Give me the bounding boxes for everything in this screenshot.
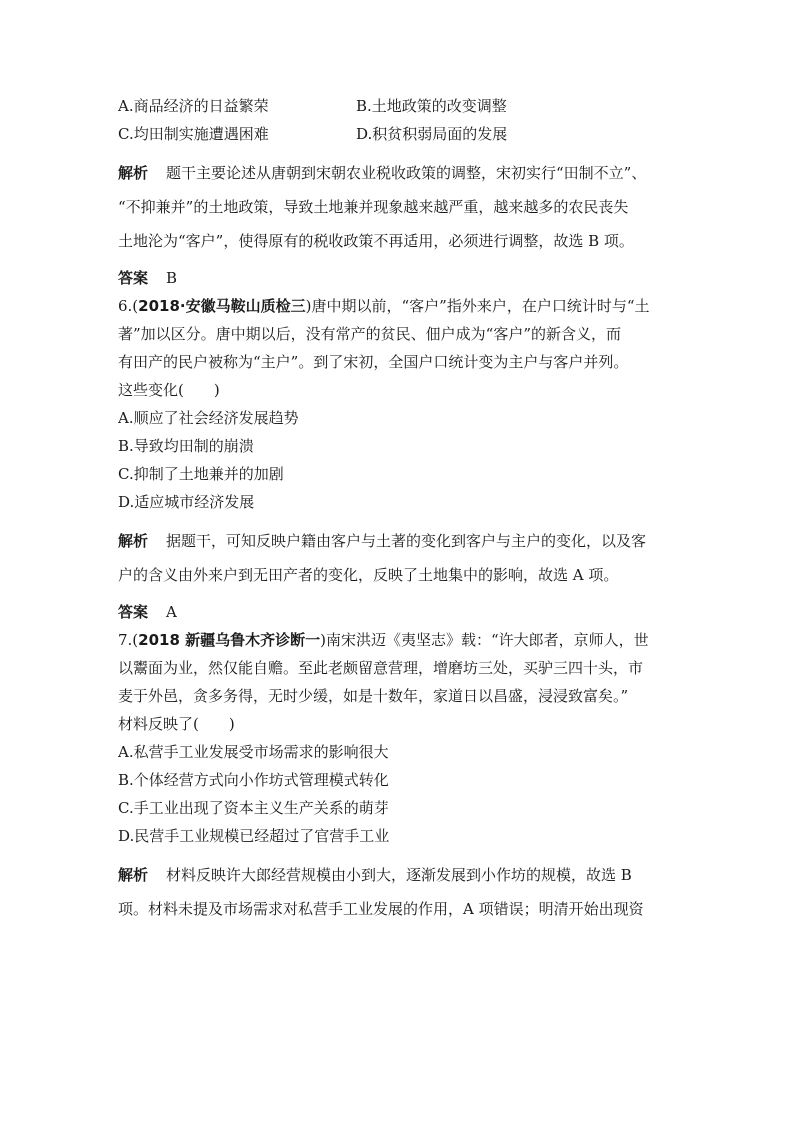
q6-source: 2018·安徽马鞍山质检三 [138, 297, 306, 315]
q6-stem-line-3: 有田产的民户被称为“主户”。到了宋初，全国户口统计变为主户与客户并列。 [118, 353, 629, 371]
q7-stem-line-4: 材料反映了( ) [118, 715, 235, 733]
q6-stem-line-4: 这些变化( ) [118, 381, 220, 399]
q5-analysis-line-2: “不抑兼并”的土地政策，导致土地兼并现象越来越严重，越来越多的农民丧失 [118, 198, 629, 216]
q5-option-a: A.商品经济的日益繁荣 [118, 97, 269, 115]
q7-analysis-text-1: 材料反映许大郎经营规模由小到大，逐渐发展到小作坊的规模，故选 B [166, 866, 632, 884]
q6-stem-first: )唐中期以前，“客户”指外来户，在户口统计时与“土 [305, 297, 650, 315]
q5-option-b: B.土地政策的改变调整 [356, 97, 507, 115]
q6-option-b: B.导致均田制的崩溃 [118, 437, 254, 455]
q7-source: 2018 新疆乌鲁木齐诊断一 [138, 631, 321, 649]
q6-option-d: D.适应城市经济发展 [118, 493, 255, 511]
q7-stem-line-2: 以鬻面为业，然仅能自赡。至此老颇留意营理，增磨坊三处，买驴三四十头，市 [118, 659, 644, 677]
q7-option-c: C.手工业出现了资本主义生产关系的萌芽 [118, 799, 389, 817]
q6-analysis-line-1 [118, 524, 680, 558]
q6-answer-value: A [166, 603, 177, 621]
q5-answer-value: B [166, 269, 178, 287]
q7-option-b: B.个体经营方式向小作坊式管理模式转化 [118, 771, 389, 789]
q6-answer [118, 598, 680, 626]
q7-analysis-line-1 [118, 858, 680, 892]
q7-stem-line-3: 麦于外邑，贪多务得，无时少缓，如是十数年，家道日以昌盛，浸浸致富矣。” [118, 687, 629, 705]
q7-number: 7.( [118, 631, 139, 649]
q5-analysis-line-1 [118, 156, 680, 190]
q7-analysis-tag: 解析 [118, 866, 149, 884]
q5-analysis-tag: 解析 [118, 164, 149, 182]
q7-option-d: D.民营手工业规模已经超过了官营手工业 [118, 827, 390, 845]
q6-stem-line-1 [118, 292, 680, 320]
q7-stem-line-1 [118, 626, 680, 654]
q6-stem-line-2: 著”加以区分。唐中期以后，没有常产的贫民、佃户成为“客户”的新含义，而 [118, 325, 622, 343]
q6-analysis-text-1: 据题干，可知反映户籍由客户与土著的变化到客户与主户的变化，以及客 [166, 532, 647, 550]
q5-options-row-2 [118, 120, 680, 148]
q7-stem-first: )南宋洪迈《夷坚志》载：“许大郎者，京师人，世 [320, 631, 649, 649]
q6-answer-tag: 答案 [118, 603, 149, 621]
q7-option-a: A.私营手工业发展受市场需求的影响很大 [118, 743, 389, 761]
q5-option-d: D.积贫积弱局面的发展 [356, 125, 508, 143]
q6-analysis-tag: 解析 [118, 532, 149, 550]
q5-answer [118, 264, 680, 292]
q6-option-a: A.顺应了社会经济发展趋势 [118, 409, 299, 427]
q5-analysis-text-1: 题干主要论述从唐朝到宋朝农业税收政策的调整，宋初实行“田制不立”、 [166, 164, 647, 182]
q5-options-row-1 [118, 92, 680, 120]
q7-analysis-line-2: 项。材料未提及市场需求对私营手工业发展的作用，A 项错误；明清开始出现资 [118, 900, 644, 918]
document-page [118, 92, 680, 926]
q5-answer-tag: 答案 [118, 269, 149, 287]
q6-number: 6.( [118, 297, 139, 315]
q5-option-c: C.均田制实施遭遇困难 [118, 125, 269, 143]
q6-option-c: C.抑制了土地兼并的加剧 [118, 465, 284, 483]
q5-analysis-line-3: 土地沦为“客户”，使得原有的税收政策不再适用，必须进行调整，故选 B 项。 [118, 232, 634, 250]
q6-analysis-line-2: 户的含义由外来户到无田产者的变化，反映了土地集中的影响，故选 A 项。 [118, 566, 619, 584]
